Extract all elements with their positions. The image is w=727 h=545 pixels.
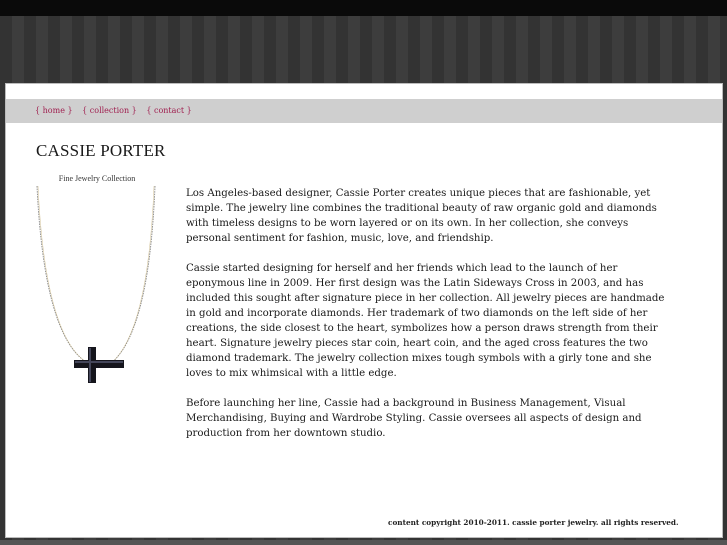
nav-item-collection [82, 106, 139, 115]
bottom-bar [0, 540, 727, 545]
nav-link-contact[interactable]: contact [153, 106, 185, 115]
nav-item-home [35, 106, 75, 115]
about-text [186, 186, 676, 456]
about-paragraph: Los Angeles-based designer, Cassie Porter creates unique pieces that are fashionable, yet simple. The jewelry line combines the traditional beauty of raw organic gold and diamonds with timeless designs to be worn layered or on its own. In her collection, she conveys personal sentiment for fashion, music, love, and friendship. [186, 188, 657, 244]
page-title: CASSIE PORTER [36, 141, 166, 160]
nav-brace-right: } [129, 106, 137, 115]
collection-subtitle: Fine Jewelry Collection [58, 174, 136, 183]
nav-link-collection[interactable]: collection [89, 106, 130, 115]
nav-brace-left: { [35, 106, 43, 115]
nav-brace-right: } [64, 106, 73, 115]
nav-brace-left: { [146, 106, 154, 115]
nav-brace-right: } [184, 106, 192, 115]
top-bar [0, 0, 727, 16]
nav-menu [35, 105, 199, 117]
about-paragraph: Cassie started designing for herself and her friends which lead to the launch of her eponymous line in 2009. Her first design was the Latin Sideways Cross in 2003, and has included this sought after signature piece in her collection. All jewelry pieces are handmade in gold and incorporate diamonds. Her trademark of two diamonds on the left side of her creations, the side closest to the heart, symbolizes how a person draws strength from their heart. Signature jewelry pieces star coin, heart coin, and the aged cross features the two diamond trademark. The jewelry collection mixes tough symbols with a girly tone and she loves to mix whimsical with a little edge. [186, 263, 665, 379]
cross-necklace-icon [34, 184, 159, 384]
nav-bar [6, 99, 722, 123]
nav-brace-left: { [82, 106, 90, 115]
nav-item-contact [146, 106, 191, 115]
page-container [5, 83, 723, 538]
about-paragraph: Before launching her line, Cassie had a background in Business Management, Visual Merchandising, Buying and Wardrobe Styling. Cassie oversees all aspects of design and production from her downtown studio. [186, 398, 642, 439]
nav-link-home[interactable]: home [42, 106, 65, 115]
copyright-footer: content copyright 2010-2011. cassie porter jewelry. all rights reserved. [388, 518, 679, 527]
